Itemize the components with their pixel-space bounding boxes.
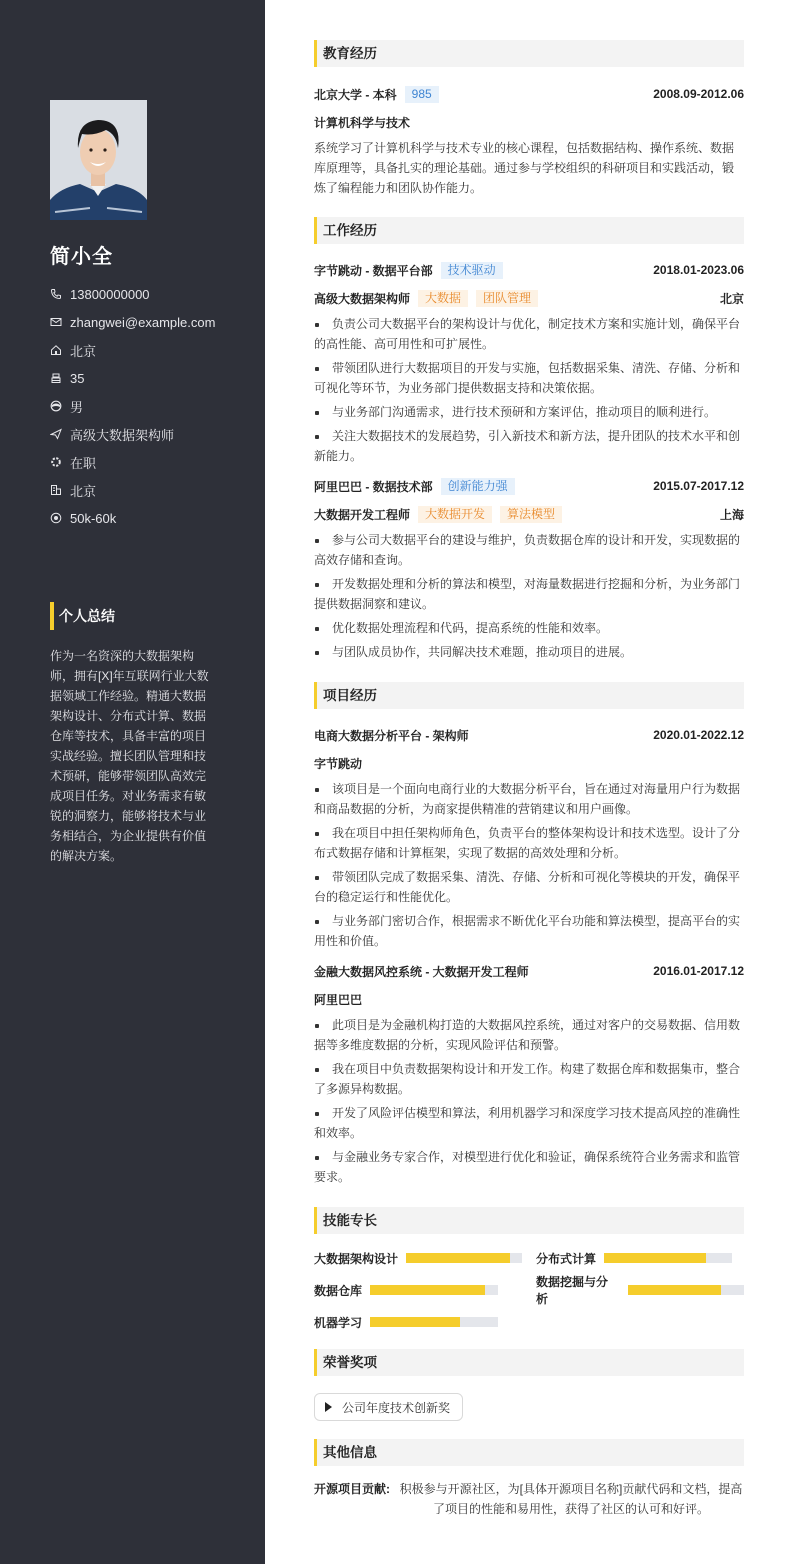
skill-bar <box>628 1285 744 1295</box>
work-tag: 技术驱动 <box>441 262 503 279</box>
contact-status <box>50 448 215 476</box>
award-name: 公司年度技术创新奖 <box>342 1400 451 1415</box>
skill-bar-fill <box>628 1285 721 1295</box>
contact-city-value: 北京 <box>70 483 97 499</box>
project-bullet: 我在项目中担任架构师角色，负责平台的整体架构设计和技术选型。设计了分布式数据存储和计算框架，实现了数据的高效处理和分析。 <box>314 823 744 863</box>
project-title-row <box>314 721 744 749</box>
project-bullet: 带领团队完成了数据采集、清洗、存储、分析和可视化等模块的开发，确保平台的稳定运行和性能优化。 <box>314 867 744 907</box>
work-item <box>314 472 744 662</box>
project-bullet: 与金融业务专家合作，对模型进行优化和验证，确保系统符合业务需求和监管要求。 <box>314 1147 744 1187</box>
work-bullet: 优化数据处理流程和代码，提高系统的性能和效率。 <box>314 618 744 638</box>
education-heading: 教育经历 <box>314 40 744 67</box>
project-bullets <box>314 779 744 951</box>
mail-icon <box>50 316 62 328</box>
work-location: 北京 <box>719 291 744 306</box>
other-label: 开源项目贡献: <box>314 1482 390 1496</box>
project-item <box>314 721 744 951</box>
work-company: 阿里巴巴 - 数据技术部 <box>314 479 433 494</box>
projects-heading: 项目经历 <box>314 682 744 709</box>
project-bullet: 我在项目中负责数据架构设计和开发工作。构建了数据仓库和数据集市，整合了多源异构数据。 <box>314 1059 744 1099</box>
skill-item <box>536 1248 744 1268</box>
skill-bar-fill <box>604 1253 706 1263</box>
projects-section <box>314 682 744 1187</box>
skill-item <box>314 1280 536 1300</box>
gender-icon <box>50 400 62 412</box>
skills-grid <box>314 1248 744 1332</box>
skill-bar-fill <box>370 1285 485 1295</box>
work-bullet: 参与公司大数据平台的建设与维护，负责数据仓库的设计和开发，实现数据的高效存储和查询。 <box>314 530 744 570</box>
contact-salary <box>50 504 215 532</box>
project-company-row <box>314 985 744 1013</box>
work-skill-tag: 大数据 <box>418 290 468 307</box>
skill-name: 分布式计算 <box>536 1251 597 1266</box>
skill-item <box>314 1248 536 1268</box>
skill-item <box>536 1275 744 1306</box>
education-section <box>314 40 744 198</box>
project-company: 字节跳动 <box>314 756 363 771</box>
work-bullets <box>314 530 744 662</box>
awards-heading: 荣誉奖项 <box>314 1349 744 1376</box>
work-item <box>314 256 744 466</box>
skill-bar <box>370 1285 498 1295</box>
work-skill-tag: 算法模型 <box>500 506 562 523</box>
contact-phone-value: 13800000000 <box>70 286 150 302</box>
project-name: 金融大数据风控系统 - 大数据开发工程师 <box>314 964 529 979</box>
awards-section <box>314 1349 744 1421</box>
work-bullets <box>314 314 744 466</box>
work-bullet: 开发数据处理和分析的算法和模型，对海量数据进行挖掘和分析，为业务部门提供数据洞察和建议。 <box>314 574 744 614</box>
phone-icon <box>50 288 62 300</box>
education-row <box>314 80 744 108</box>
work-bullet: 与业务部门沟通需求，进行技术预研和方案评估，推动项目的顺利进行。 <box>314 402 744 422</box>
building-icon <box>50 484 62 496</box>
project-bullet: 开发了风险评估模型和算法，利用机器学习和深度学习技术提高风控的准确性和效率。 <box>314 1103 744 1143</box>
contact-status-value: 在职 <box>70 455 97 471</box>
work-bullet: 负责公司大数据平台的架构设计与优化，制定技术方案和实施计划，确保平台的高性能、高可用性和可扩展性。 <box>314 314 744 354</box>
work-company: 字节跳动 - 数据平台部 <box>314 263 433 278</box>
work-section <box>314 217 744 662</box>
project-company: 阿里巴巴 <box>314 992 363 1007</box>
project-bullet: 此项目是为金融机构打造的大数据风控系统，通过对客户的交易数据、信用数据等多维度数据的分析，实现风险评估和预警。 <box>314 1015 744 1055</box>
contact-phone <box>50 280 215 308</box>
home-icon <box>50 344 62 356</box>
work-position-row <box>314 500 744 528</box>
award-item[interactable] <box>314 1393 463 1421</box>
contact-email-value: zhangwei@example.com <box>70 314 216 330</box>
contact-age <box>50 364 215 392</box>
project-bullets <box>314 1015 744 1187</box>
portrait-photo-icon <box>50 100 147 220</box>
skill-bar-fill <box>370 1317 460 1327</box>
other-heading: 其他信息 <box>314 1439 744 1466</box>
skill-bar-fill <box>406 1253 510 1263</box>
major: 计算机科学与技术 <box>314 115 411 130</box>
contact-position <box>50 420 215 448</box>
other-row <box>314 1479 744 1519</box>
skill-name: 大数据架构设计 <box>314 1251 399 1266</box>
contact-gender <box>50 392 215 420</box>
project-company-row <box>314 749 744 777</box>
skill-name: 数据仓库 <box>314 1283 363 1298</box>
skill-name: 数据挖掘与分析 <box>536 1275 609 1306</box>
salary-icon <box>50 512 62 524</box>
contact-position-value: 高级大数据架构师 <box>70 427 175 443</box>
project-bullet: 与业务部门密切合作，根据需求不断优化平台功能和算法模型，提高平台的实用性和价值。 <box>314 911 744 951</box>
work-position: 高级大数据架构师 <box>314 291 411 306</box>
contact-home-value: 北京 <box>70 343 97 359</box>
sidebar <box>0 0 265 1564</box>
education-period: 2008.09-2012.06 <box>653 87 744 101</box>
project-item <box>314 957 744 1187</box>
contact-age-value: 35 <box>70 370 85 386</box>
school-tag: 985 <box>405 86 439 103</box>
skills-section <box>314 1207 744 1332</box>
contact-home <box>50 336 215 364</box>
contact-list <box>50 280 215 532</box>
candidate-name: 简小全 <box>50 246 113 268</box>
work-period: 2018.01-2023.06 <box>653 263 744 277</box>
work-bullet: 与团队成员协作，共同解决技术难题，推动项目的进展。 <box>314 642 744 662</box>
work-bullet: 关注大数据技术的发展趋势，引入新技术和新方法，提升团队的技术水平和创新能力。 <box>314 426 744 466</box>
skill-bar <box>406 1253 522 1263</box>
education-description: 系统学习了计算机科学与技术专业的核心课程，包括数据结构、操作系统、数据库原理等，具备扎实的理论基础。通过参与学校组织的科研项目和实践活动，锻炼了编程能力和团队协作能力。 <box>314 141 735 195</box>
work-skill-tag: 团队管理 <box>476 290 538 307</box>
resume-main <box>314 40 744 1519</box>
age-icon <box>50 372 62 384</box>
work-bullet: 带领团队进行大数据项目的开发与实施，包括数据采集、清洗、存储、分析和可视化等环节，为业务部门提供数据支持和决策依据。 <box>314 358 744 398</box>
skill-name: 机器学习 <box>314 1315 363 1330</box>
play-icon <box>325 1402 332 1412</box>
work-heading: 工作经历 <box>314 217 744 244</box>
work-position: 大数据开发工程师 <box>314 507 411 522</box>
avatar <box>50 100 147 220</box>
contact-gender-value: 男 <box>70 399 84 415</box>
project-title-row <box>314 957 744 985</box>
project-period: 2020.01-2022.12 <box>653 728 744 742</box>
project-name: 电商大数据分析平台 - 架构师 <box>314 728 469 743</box>
project-period: 2016.01-2017.12 <box>653 964 744 978</box>
work-position-row <box>314 284 744 312</box>
summary-heading: 个人总结 <box>50 602 115 630</box>
contact-city <box>50 476 215 504</box>
work-company-row <box>314 256 744 284</box>
school-name: 北京大学 - 本科 <box>314 87 397 102</box>
work-location: 上海 <box>719 507 744 522</box>
contact-email <box>50 308 215 336</box>
skill-item <box>314 1312 536 1332</box>
work-tag: 创新能力强 <box>441 478 515 495</box>
contact-salary-value: 50k-60k <box>70 510 117 526</box>
skill-bar <box>604 1253 732 1263</box>
major-row <box>314 108 744 136</box>
work-skill-tag: 大数据开发 <box>418 506 492 523</box>
project-bullet: 该项目是一个面向电商行业的大数据分析平台，旨在通过对海量用户行为数据和商品数据的分析，为商家提供精准的营销建议和用户画像。 <box>314 779 744 819</box>
other-value: 积极参与开源社区，为[具体开源项目名称]贡献代码和文档，提高了项目的性能和易用性，获得了社区的认可和好评。 <box>399 1482 743 1516</box>
skills-heading: 技能专长 <box>314 1207 744 1234</box>
work-company-row <box>314 472 744 500</box>
summary-text: 作为一名资深的大数据架构师，拥有[X]年互联网行业大数据领域工作经验。精通大数据架构设计、分布式计算、数据仓库等技术，具备丰富的项目实战经验。擅长团队管理和技术预研，能够带领团队高效完成项目任务。对业务需求有敏锐的洞察力，能够将技术与业务相结合，为企业提供有价值的解决方案。 <box>50 649 209 863</box>
status-icon <box>50 456 62 468</box>
send-icon <box>50 428 62 440</box>
other-section <box>314 1439 744 1519</box>
work-period: 2015.07-2017.12 <box>653 479 744 493</box>
skill-bar <box>370 1317 498 1327</box>
